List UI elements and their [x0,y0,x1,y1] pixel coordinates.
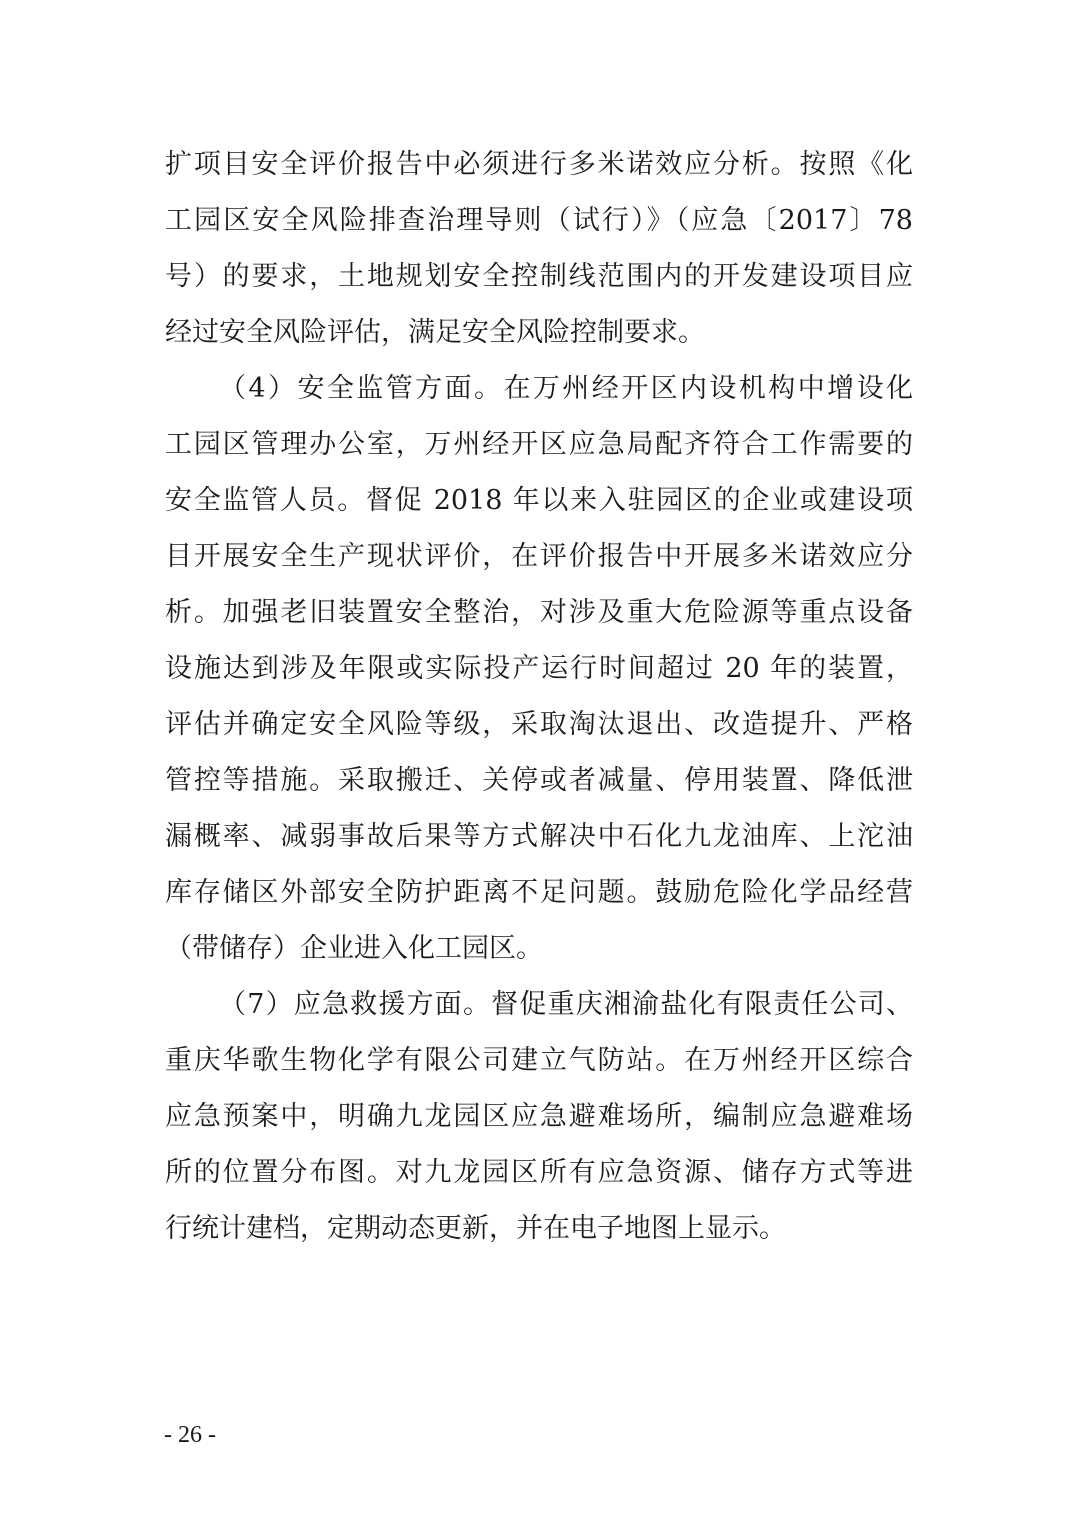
text-line-10: 设施达到涉及年限或实际投产运行时间超过 20 年的装置， [165,653,913,684]
text-line-1: 扩项目安全评价报告中必须进行多米诺效应分析。按照《化 [165,149,913,180]
text-line-19: 所的位置分布图。对九龙园区所有应急资源、储存方式等进 [165,1157,913,1188]
text-line-12: 管控等措施。采取搬迁、关停或者减量、停用装置、降低泄 [165,765,913,796]
text-line-14: 库存储区外部安全防护距离不足问题。鼓励危险化学品经营 [165,877,913,908]
text-line-7: 安全监管人员。督促 2018 年以来入驻园区的企业或建设项 [165,485,913,516]
text-line-6: 工园区管理办公室，万州经开区应急局配齐符合工作需要的 [165,429,913,460]
text-line-4: 经过安全风险评估，满足安全风险控制要求。 [165,317,705,348]
page-number: - 26 - [164,1422,216,1448]
text-line-5: （4）安全监管方面。在万州经开区内设机构中增设化 [219,373,913,404]
text-line-2: 工园区安全风险排查治理导则（试行）》（应急〔2017〕78 [165,205,913,236]
text-line-9: 析。加强老旧装置安全整治，对涉及重大危险源等重点设备 [165,597,913,628]
text-line-16: （7）应急救援方面。督促重庆湘渝盐化有限责任公司、 [219,989,913,1020]
text-line-13: 漏概率、减弱事故后果等方式解决中石化九龙油库、上沱油 [165,821,913,852]
text-line-18: 应急预案中，明确九龙园区应急避难场所，编制应急避难场 [165,1101,913,1132]
text-line-15: （带储存）企业进入化工园区。 [165,933,543,964]
text-line-8: 目开展安全生产现状评价，在评价报告中开展多米诺效应分 [165,541,913,572]
text-line-17: 重庆华歌生物化学有限公司建立气防站。在万州经开区综合 [165,1045,913,1076]
text-line-11: 评估并确定安全风险等级，采取淘汰退出、改造提升、严格 [165,709,913,740]
text-line-3: 号）的要求，土地规划安全控制线范围内的开发建设项目应 [165,261,913,292]
text-line-20: 行统计建档，定期动态更新，并在电子地图上显示。 [165,1213,786,1244]
